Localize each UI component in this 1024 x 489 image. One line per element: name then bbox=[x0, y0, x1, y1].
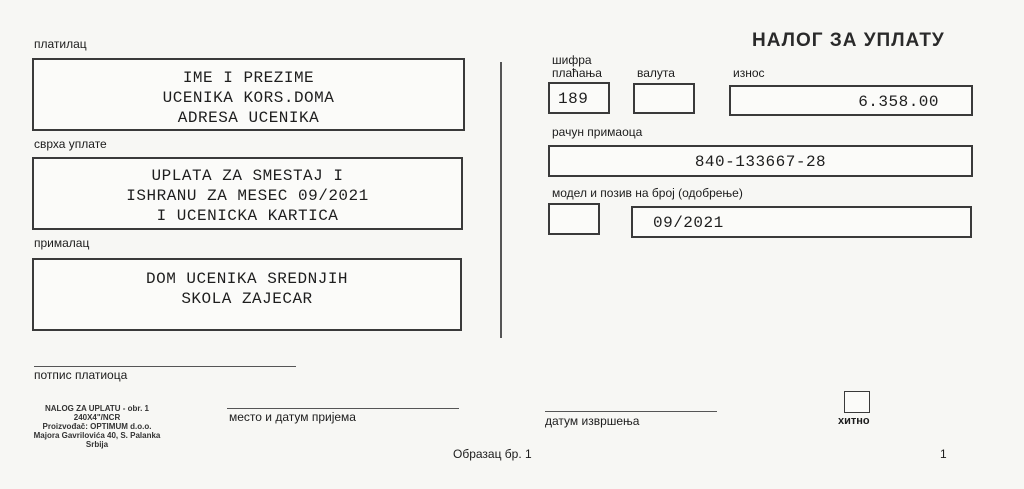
payment-code-field[interactable] bbox=[548, 82, 610, 114]
amount-field[interactable] bbox=[729, 85, 973, 116]
recipient-label: прималац bbox=[34, 236, 90, 250]
urgent-label: хитно bbox=[838, 415, 870, 427]
printer-line: Majora Gavrilovića 40, S. Palanka bbox=[33, 431, 161, 440]
urgent-checkbox[interactable] bbox=[844, 391, 870, 413]
form-number: Образац бр. 1 bbox=[453, 447, 532, 461]
payment-code-label: шифра bbox=[552, 53, 592, 67]
place-date-label: место и датум пријема bbox=[229, 410, 356, 424]
purpose-line: I UCENICKA KARTICA bbox=[156, 207, 339, 225]
reference-value: 09/2021 bbox=[653, 214, 724, 232]
execution-date-label: датум извршења bbox=[545, 414, 640, 428]
payer-line: UCENIKA KORS.DOMA bbox=[162, 89, 335, 107]
payer-signature-line bbox=[34, 366, 296, 367]
payment-code-label-2: плаћања bbox=[552, 66, 602, 80]
payer-line: IME I PREZIME bbox=[182, 69, 315, 87]
amount-value: 6.358.00 bbox=[858, 93, 939, 111]
payer-label: платилац bbox=[34, 37, 87, 51]
purpose-box[interactable] bbox=[32, 157, 463, 230]
purpose-line: UPLATA ZA SMESTAJ I bbox=[151, 167, 344, 185]
account-label: рачун примаоца bbox=[552, 125, 643, 139]
printer-info bbox=[22, 404, 172, 449]
execution-date-line bbox=[545, 411, 717, 412]
currency-field[interactable] bbox=[633, 83, 695, 114]
recipient-box[interactable] bbox=[32, 258, 462, 331]
currency-label: валута bbox=[637, 66, 675, 80]
payer-box[interactable] bbox=[32, 58, 465, 131]
purpose-line: ISHRANU ZA MESEC 09/2021 bbox=[126, 187, 369, 205]
reference-field[interactable] bbox=[631, 206, 972, 238]
page-number: 1 bbox=[940, 447, 947, 461]
recipient-line: DOM UCENIKA SREDNJIH bbox=[145, 270, 349, 288]
payment-code-value: 189 bbox=[558, 90, 589, 108]
payer-signature-label: потпис платиоца bbox=[34, 368, 128, 382]
model-field[interactable] bbox=[548, 203, 600, 235]
recipient-line: SKOLA ZAJECAR bbox=[181, 290, 313, 308]
printer-line: NALOG ZA UPLATU - obr. 1 bbox=[45, 404, 149, 413]
printer-line: Srbija bbox=[85, 440, 109, 449]
payer-line: ADRESA UCENIKA bbox=[177, 109, 320, 127]
account-field[interactable] bbox=[548, 145, 973, 177]
form-title: НАЛОГ ЗА УПЛАТУ bbox=[752, 30, 945, 51]
place-date-line bbox=[227, 408, 459, 409]
purpose-label: сврха уплате bbox=[34, 137, 107, 151]
printer-line: 240X4"/NCR bbox=[73, 413, 121, 422]
model-label: модел и позив на број (одобрење) bbox=[552, 186, 743, 200]
account-value: 840-133667-28 bbox=[694, 153, 827, 171]
amount-label: износ bbox=[733, 66, 765, 80]
printer-line: Proizvođač: OPTIMUM d.o.o. bbox=[42, 422, 152, 431]
column-divider bbox=[500, 62, 502, 338]
